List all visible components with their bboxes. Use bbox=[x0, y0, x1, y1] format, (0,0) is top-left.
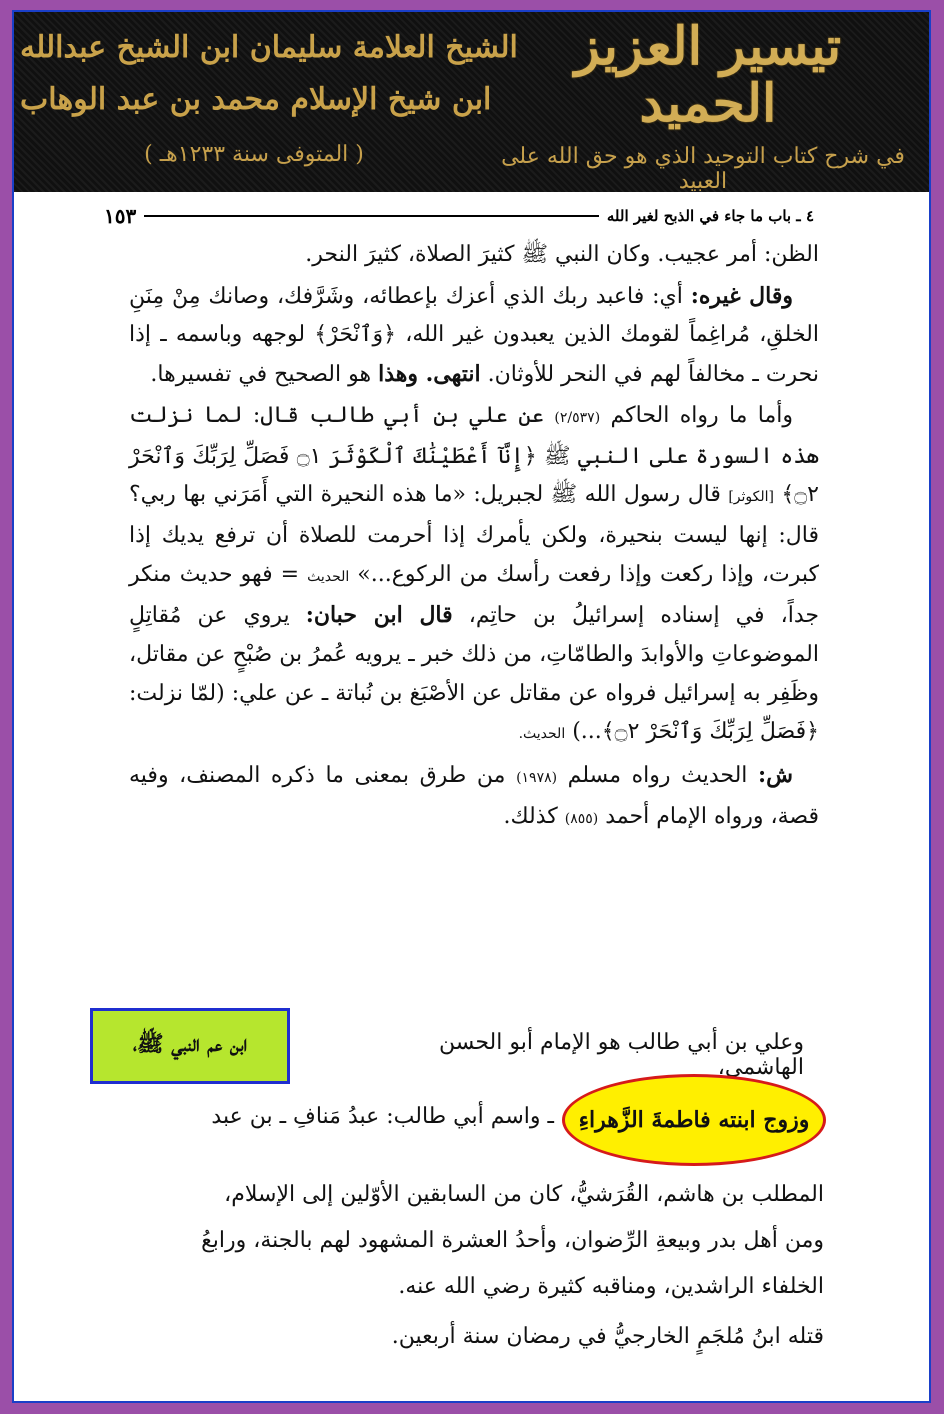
lower-line-3: المطلب بن هاشم، القُرَشيُّ، كان من السابقين الأوّلين إلى الإسلام، bbox=[224, 1182, 824, 1207]
book-subtitle: في شرح كتاب التوحيد الذي هو حق الله على العبيد bbox=[501, 144, 905, 194]
lower-line-5: الخلفاء الراشدين، ومناقبه كثيرة رضي الله عنه. bbox=[398, 1274, 824, 1299]
p3-b: عن علي بن أبي طالب قال: لما نزلت هذه السورة على النبي ﷺ ﴿إِنَّآ أَعْطَيْنَٰكَ ٱلْكَوْثَرَ ۝١ فَصَلِّ لِرَبِّكَ وَٱنْحَرْ ۝٢﴾ bbox=[129, 402, 819, 508]
p2-bold: وقال غيره: bbox=[690, 282, 794, 309]
p2-bold-2: انتهى. وهذا bbox=[378, 361, 481, 388]
p2-text: أي: فاعبد ربك الذي أعزك بإعطائه، وشَرَّفك، وصانك مِنْ مِنَنِ الخلقِ، مُراغِماً لقومك الذين يعبدون غير الله، ﴿وَٱنْحَرْ﴾ لوجهه وباسمه ـ إذا نحرت ـ مخالفاً لهم في النحر للأوثان. bbox=[129, 283, 819, 388]
author-line-1: الشيخ العلامة سليمان ابن الشيخ عبدالله bbox=[20, 30, 518, 65]
p3-ref-2: [الكوثر] bbox=[728, 489, 774, 506]
lower-line-6: قتله ابنُ مُلجَمٍ الخارجيُّ في رمضان سنة أربعين. bbox=[391, 1324, 824, 1349]
p3-c: قال رسول الله ﷺ لجبريل: «ما هذه النحيرة التي أَمَرَني بها ربي؟ قال: إنها ليست بنحيرة، ولكن يأمرك إذا أحرمت للصلاة أن ترفع يديك إذا كبرت، وإذا ركعت وإذا رفعت رأسك من الركوع...» bbox=[129, 482, 819, 587]
running-head bbox=[104, 204, 814, 228]
highlight-oval-yellow bbox=[562, 1074, 826, 1166]
book-banner bbox=[14, 12, 929, 192]
p2-end: هو الصحيح في تفسيرها. bbox=[150, 362, 379, 388]
p4-ref-2: (٨٥٥) bbox=[564, 810, 599, 827]
page-frame bbox=[12, 10, 931, 1403]
author-death-date: ( المتوفى سنة ١٢٣٣هـ ) bbox=[144, 142, 364, 167]
paragraph-4 bbox=[129, 756, 819, 838]
lower-line-4: ومن أهل بدر وبيعةِ الرِّضوان، وأحدُ العشرة المشهود لهم بالجنة، ورابعُ bbox=[201, 1228, 824, 1253]
header-rule bbox=[144, 215, 599, 217]
p3-e: يروي عن مُقاتِلٍ الموضوعاتِ والأوابدَ والطامّاتِ، من ذلك خبر ـ يرويه عُمرُ بن صُبْحٍ عن مقاتل، وظَفِر به إسرائيل فرواه عن مقاتل عن الأصْبَغ بن نُباتة ـ عن علي: (لمّا نزلت: ﴿فَصَلِّ لِرَبِّكَ وَٱنْحَرْ ۝٢﴾...) bbox=[129, 603, 819, 745]
lower-line-2: ـ واسم أبي طالب: عبدُ مَنافِ ـ بن عبد bbox=[211, 1104, 554, 1129]
main-text bbox=[129, 236, 819, 839]
p3-bold: قال ابن حبان: bbox=[305, 602, 453, 629]
paragraph-2 bbox=[129, 277, 819, 395]
page-number: ١٥٣ bbox=[104, 204, 137, 228]
chapter-heading: ٤ ـ باب ما جاء في الذبح لغير الله bbox=[606, 207, 814, 225]
book-title: تيسير العزيز الحميد bbox=[574, 16, 842, 135]
p4-a: الحديث رواه مسلم bbox=[557, 763, 759, 789]
highlight-green-text: ابن عم النبي ﷺ، bbox=[132, 1031, 248, 1057]
p3-d: = فهو حديث منكر جداً، في إسناده إسرائيلُ بن حاتِم، bbox=[129, 561, 819, 629]
p3-a: وأما ما رواه الحاكم bbox=[600, 402, 794, 428]
p4-ref: (١٩٧٨) bbox=[516, 770, 558, 787]
author-line-2: ابن شيخ الإسلام محمد بن عبد الوهاب bbox=[20, 82, 492, 117]
p3-ref-4: الحديث. bbox=[518, 726, 566, 743]
p4-c: كذلك. bbox=[503, 803, 565, 829]
p3-ref: (٢/٥٣٧) bbox=[554, 409, 601, 426]
p4-b: من طرق بمعنى ما ذكره المصنف، وفيه قصة، ورواه الإمام أحمد bbox=[129, 763, 819, 829]
p1-text: الظن: أمر عجيب. وكان النبي ﷺ كثيرَ الصلاة، كثيرَ النحر. bbox=[305, 242, 819, 267]
paragraph-3 bbox=[129, 397, 819, 754]
p3-ref-3: الحديث bbox=[307, 568, 350, 585]
highlight-box-green bbox=[90, 1008, 290, 1084]
paragraph-1 bbox=[129, 236, 819, 275]
highlight-yellow-text: وزوج ابنته فاطمةَ الزَّهراءِ bbox=[578, 1107, 810, 1133]
p4-bold: ش: bbox=[758, 762, 794, 789]
lower-line-1: وعلي بن أبي طالب هو الإمام أبو الحسن الهاشمي، bbox=[438, 1030, 804, 1080]
